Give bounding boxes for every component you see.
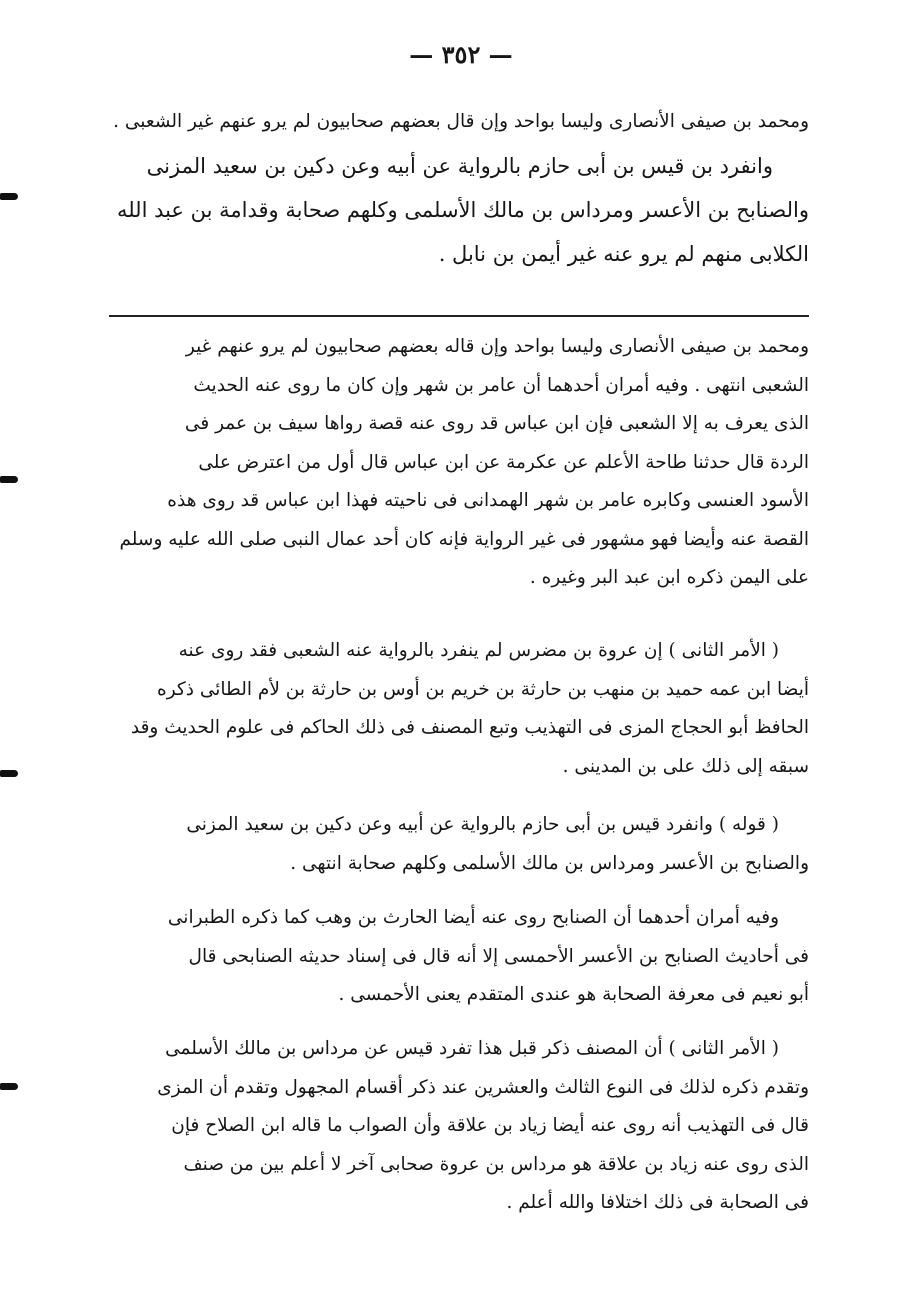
footnote-line: الذى روى عنه زياد بن علاقة هو مرداس بن عروة صحابى آخر لا أعلم بين من صنف — [183, 1153, 809, 1175]
main-text-line: وانفرد بن قيس بن أبى حازم بالرواية عن أبيه وعن دكين بن سعيد المزنى — [146, 154, 773, 178]
footnote-paragraph — [109, 806, 809, 883]
footnote-paragraph — [109, 899, 809, 1015]
footnote-line: الردة قال حدثنا طاحة الأعلم عن عكرمة عن ابن عباس قال أول من اعترض على — [198, 451, 809, 473]
page-number: — ٣٥٢ — — [409, 40, 513, 69]
main-text-line: ومحمد بن صيفى الأنصارى وليسا بواحد وإن قال بعضهم صحابيون لم يرو عنهم غير الشعبى . — [113, 111, 809, 132]
footnote-line: ( الأمر الثانى ) أن المصنف ذكر قبل هذا تفرد قيس عن مرداس بن مالك الأسلمى — [165, 1038, 779, 1059]
footnote-paragraph — [109, 328, 809, 598]
footnote-line: الأسود العنسى وكابره عامر بن شهر الهمدانى فى ناحيته فهذا ابن عباس قد روى هذه — [167, 490, 809, 511]
footnote-line: ومحمد بن صيفى الأنصارى وليسا بواحد وإن قاله بعضهم صحابيون لم يرو عنهم غير — [185, 336, 809, 357]
main-text-line: والصنابح بن الأعسر ومرداس بن مالك الأسلمى وكلهم صحابة وقدامة بن عبد الله — [116, 198, 809, 222]
footnote-line: الذى يعرف به إلا الشعبى فإن ابن عباس قد روى عنه قصة رواها سيف بن عمر فى — [184, 413, 809, 434]
footnote-line: ( الأمر الثانى ) إن عروة بن مضرس لم ينفرد بالرواية عنه الشعبى فقد روى عنه — [178, 640, 779, 661]
footnote-line: أيضا ابن عمه حميد بن منهب بن حارثة بن خريم بن أوس بن حارثة بن لأم الطائى ذكره — [157, 678, 809, 700]
binding-edge-mark — [0, 193, 18, 200]
footnote-line: ( قوله ) وانفرد قيس بن أبى حازم بالرواية عن أبيه وعن دكين بن سعيد المزنى — [186, 814, 779, 835]
footnote-line: والصنابح بن الأعسر ومرداس بن مالك الأسلمى وكلهم صحابة انتهى . — [290, 852, 809, 874]
footnote-line: أبو نعيم فى معرفة الصحابة هو عندى المتقدم يعنى الأحمسى . — [338, 984, 809, 1005]
footnote-line: سبقه إلى ذلك على بن المدينى . — [562, 755, 809, 777]
main-text — [109, 100, 809, 276]
footnote-line: على اليمن ذكره ابن عبد البر وغيره . — [529, 567, 809, 588]
footnote-line: قال فى التهذيب أنه روى عنه أيضا زياد بن علاقة وأن الصواب ما قاله ابن الصلاح فإن — [171, 1115, 809, 1136]
binding-edge-mark — [0, 1083, 18, 1090]
binding-edge-mark — [0, 770, 18, 777]
footnote-paragraph — [109, 1030, 809, 1223]
footnote-separator — [109, 315, 809, 317]
binding-edge-mark — [0, 476, 18, 483]
footnote-paragraph — [109, 632, 809, 786]
footnote-line: الشعبى انتهى . وفيه أمران أحدهما أن عامر بن شهر وإن كان ما روى عنه الحديث — [193, 374, 809, 396]
footnote-line: وتقدم ذكره لذلك فى النوع الثالث والعشرين عند ذكر أقسام المجهول وتقدم أن المزى — [157, 1076, 809, 1098]
footnote-line: الحافظ أبو الحجاج المزى فى التهذيب وتبع المصنف فى ذلك الحاكم فى علوم الحديث وقد — [130, 717, 809, 738]
footnote-line: فى الصحابة فى ذلك اختلافا والله أعلم . — [506, 1192, 809, 1213]
main-text-line: الكلابى منهم لم يرو عنه غير أيمن بن نابل . — [438, 242, 809, 266]
footnote-line: القصة عنه وأيضا فهو مشهور فى غير الرواية فإنه كان أحد عمال النبى صلى الله عليه وسلم — [119, 528, 809, 550]
footnote-line: وفيه أمران أحدهما أن الصنابح روى عنه أيضا الحارث بن وهب كما ذكره الطبرانى — [167, 907, 779, 928]
footnote-line: فى أحاديث الصنابح بن الأعسر الأحمسى إلا أنه قال فى إسناد حديثه الصنابحى قال — [188, 945, 809, 967]
